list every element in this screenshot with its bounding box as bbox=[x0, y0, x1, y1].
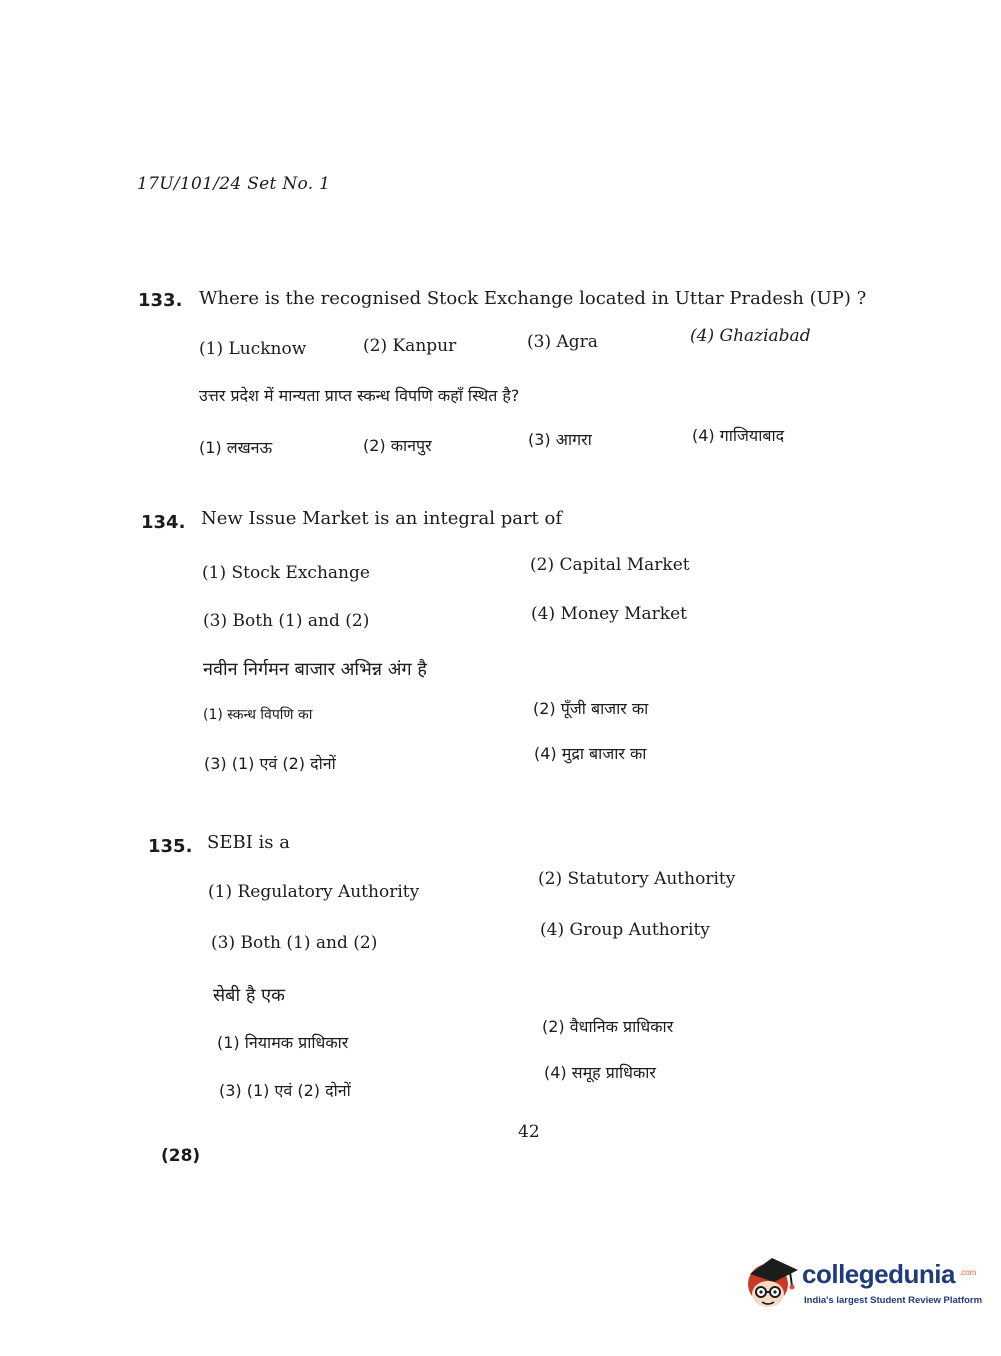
question-text-en: SEBI is a bbox=[207, 832, 290, 853]
option-hi-4: (4) मुद्रा बाजार का bbox=[534, 744, 647, 763]
option-en-3: (3) Both (1) and (2) bbox=[203, 611, 370, 631]
option-en-1: (1) Stock Exchange bbox=[202, 563, 370, 583]
option-en-4: (4) Money Market bbox=[531, 604, 688, 624]
option-hi-3: (3) (1) एवं (2) दोनों bbox=[219, 1081, 351, 1100]
option-hi-2: (2) वैधानिक प्राधिकार bbox=[542, 1017, 674, 1036]
option-hi-4: (4) समूह प्राधिकार bbox=[544, 1063, 656, 1082]
question-number: 134. bbox=[141, 512, 186, 533]
question-text-en: Where is the recognised Stock Exchange located in Uttar Pradesh (UP) ? bbox=[199, 288, 867, 309]
question-text-en: New Issue Market is an integral part of bbox=[201, 508, 563, 529]
option-hi-4: (4) गाजियाबाद bbox=[692, 426, 785, 445]
page-code: (28) bbox=[161, 1146, 201, 1166]
option-en-1: (1) Lucknow bbox=[199, 339, 307, 359]
option-en-4: (4) Group Authority bbox=[540, 920, 710, 940]
option-en-4: (4) Ghaziabad bbox=[690, 326, 811, 346]
logo-tagline: India's largest Student Review Platform bbox=[804, 1295, 983, 1306]
option-en-1: (1) Regulatory Authority bbox=[208, 882, 420, 902]
option-en-3: (3) Both (1) and (2) bbox=[211, 933, 378, 953]
option-hi-3: (3) आगरा bbox=[528, 430, 592, 449]
option-en-2: (2) Capital Market bbox=[530, 555, 690, 575]
option-en-3: (3) Agra bbox=[527, 332, 598, 352]
question-number: 133. bbox=[138, 290, 183, 311]
paper-set-code: 17U/101/24 Set No. 1 bbox=[137, 174, 331, 194]
option-hi-2: (2) कानपुर bbox=[363, 436, 432, 455]
option-hi-3: (3) (1) एवं (2) दोनों bbox=[204, 754, 336, 773]
option-hi-1: (1) स्कन्ध विपणि का bbox=[203, 707, 313, 723]
option-en-2: (2) Kanpur bbox=[363, 336, 457, 356]
logo-suffix: .com bbox=[959, 1268, 977, 1277]
option-en-2: (2) Statutory Authority bbox=[538, 869, 736, 889]
question-number: 135. bbox=[148, 836, 193, 857]
option-hi-1: (1) नियामक प्राधिकार bbox=[217, 1033, 349, 1052]
mascot-icon bbox=[742, 1250, 800, 1312]
question-text-hi: उत्तर प्रदेश में मान्यता प्राप्त स्कन्ध विपणि कहाँ स्थित है? bbox=[199, 386, 520, 405]
logo-wordmark: collegedunia bbox=[802, 1259, 955, 1289]
question-text-hi: सेबी है एक bbox=[213, 985, 285, 1006]
page-number: 42 bbox=[518, 1122, 540, 1142]
option-hi-2: (2) पूँजी बाजार का bbox=[533, 699, 649, 718]
question-text-hi: नवीन निर्गमन बाजार अभिन्न अंग है bbox=[203, 659, 427, 680]
option-hi-1: (1) लखनऊ bbox=[199, 438, 273, 457]
